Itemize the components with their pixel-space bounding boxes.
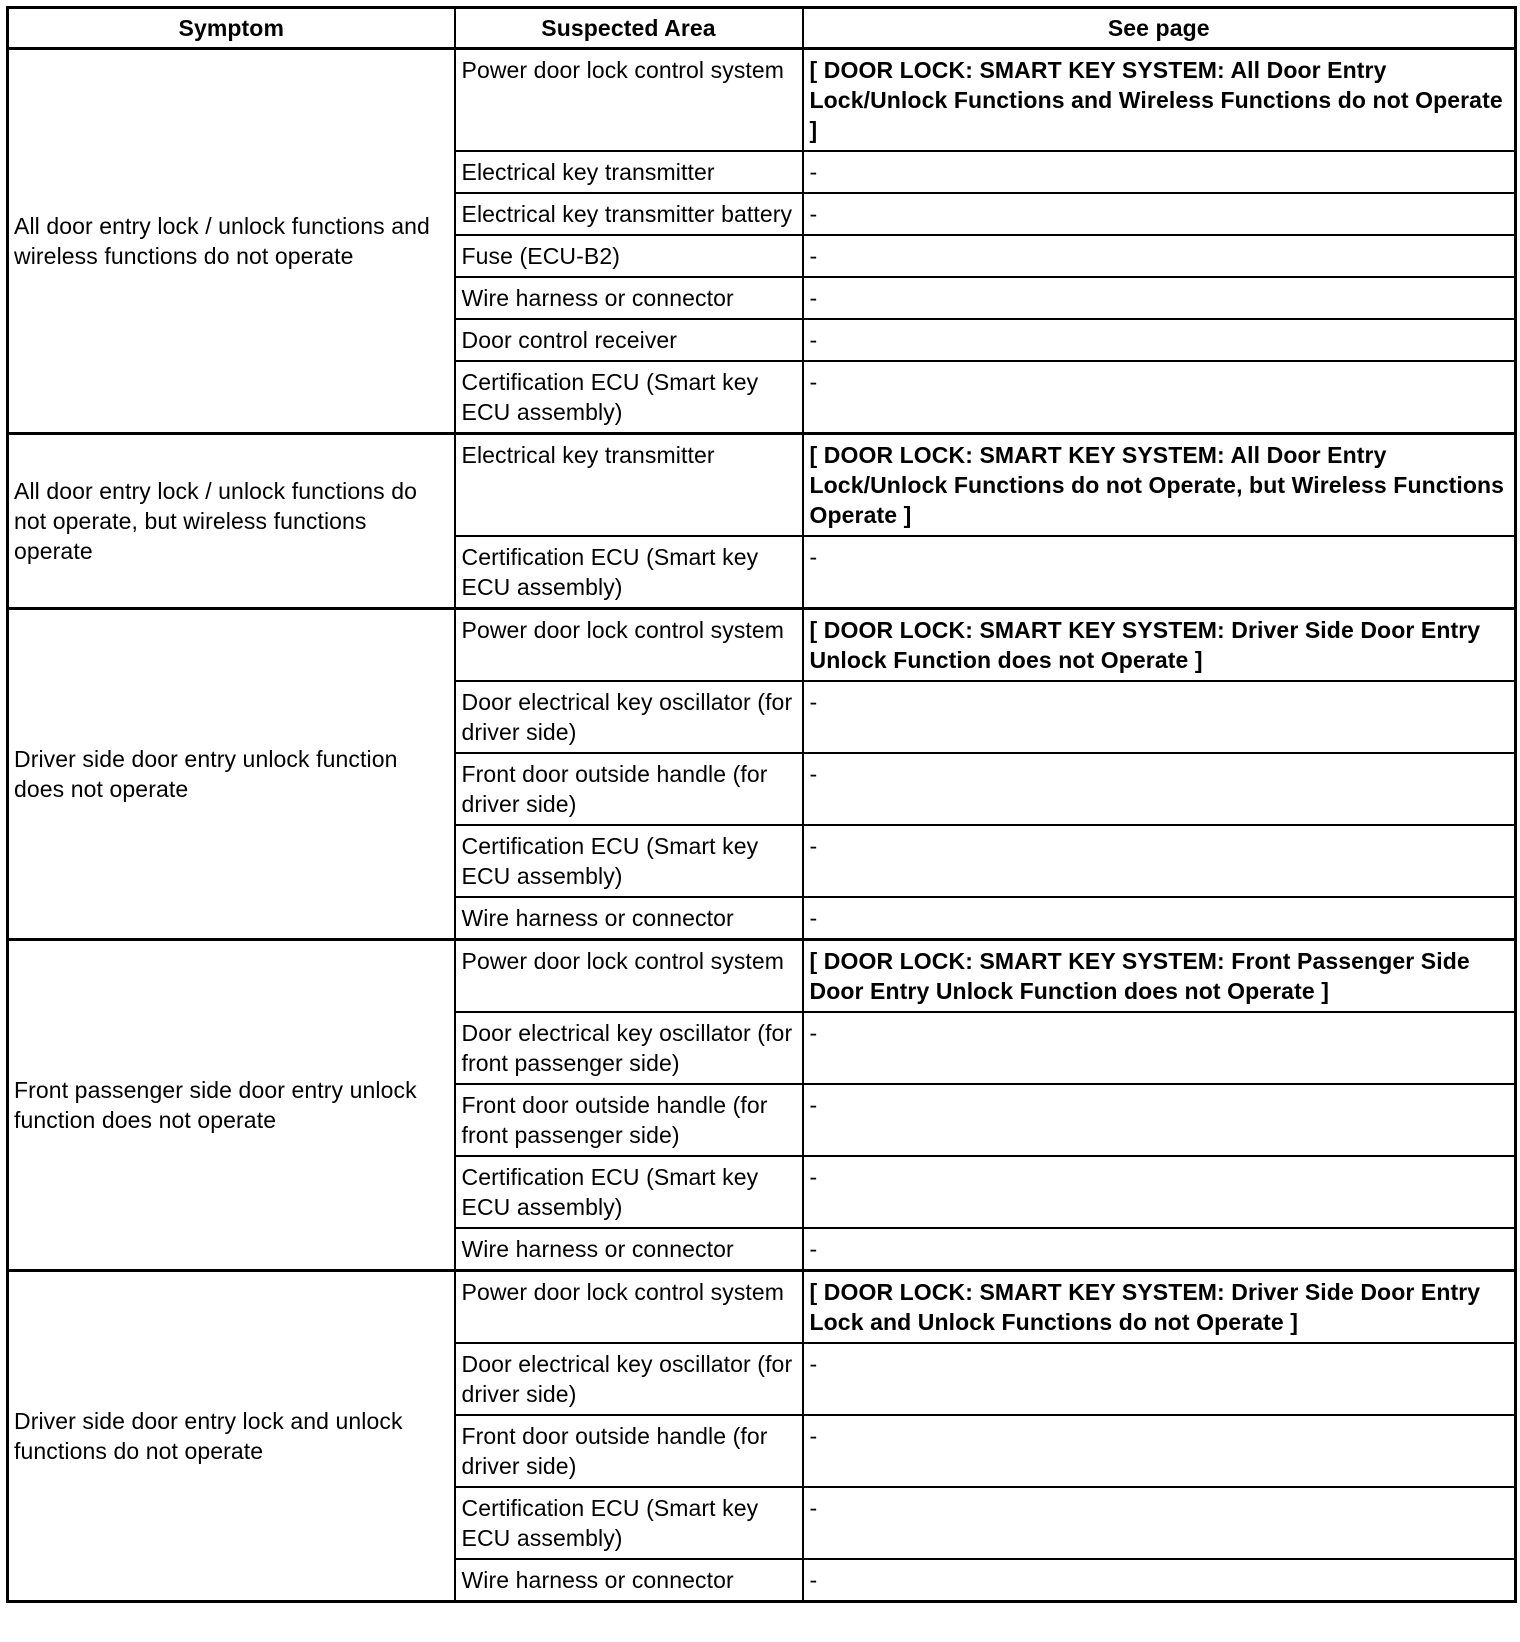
see-page-cell: - [803,1559,1516,1602]
suspected-area-cell: Certification ECU (Smart key ECU assembly) [455,536,803,609]
see-page-cell: - [803,753,1516,825]
see-page-cell: - [803,1487,1516,1559]
see-page-cell: - [803,235,1516,277]
see-page-cell: - [803,277,1516,319]
suspected-area-cell: Door electrical key oscillator (for driver side) [455,1343,803,1415]
suspected-area-cell: Door control receiver [455,319,803,361]
suspected-area-cell: Certification ECU (Smart key ECU assembly) [455,825,803,897]
suspected-area-cell: Power door lock control system [455,49,803,152]
suspected-area-cell: Certification ECU (Smart key ECU assembly) [455,1487,803,1559]
table-row [8,609,1516,682]
suspected-area-cell: Power door lock control system [455,1271,803,1344]
suspected-area-cell: Power door lock control system [455,940,803,1013]
suspected-area-cell: Certification ECU (Smart key ECU assembly) [455,1156,803,1228]
suspected-area-cell: Front door outside handle (for driver side) [455,753,803,825]
see-page-link[interactable]: [ DOOR LOCK: SMART KEY SYSTEM: Driver Side Door Entry Lock and Unlock Functions do not Operate ] [803,1271,1516,1344]
see-page-link[interactable]: [ DOOR LOCK: SMART KEY SYSTEM: All Door Entry Lock/Unlock Functions do not Operate, but Wireless Functions Operate ] [803,434,1516,537]
suspected-area-cell: Wire harness or connector [455,897,803,940]
see-page-cell: - [803,1012,1516,1084]
see-page-cell: - [803,825,1516,897]
see-page-link[interactable]: [ DOOR LOCK: SMART KEY SYSTEM: Driver Side Door Entry Unlock Function does not Operate ] [803,609,1516,682]
see-page-cell: - [803,1228,1516,1271]
table-body [8,49,1516,1602]
see-page-link[interactable]: [ DOOR LOCK: SMART KEY SYSTEM: Front Passenger Side Door Entry Unlock Function does not Operate ] [803,940,1516,1013]
see-page-cell: - [803,193,1516,235]
header-suspected-area: Suspected Area [455,8,803,49]
see-page-cell: - [803,681,1516,753]
see-page-cell: - [803,1415,1516,1487]
suspected-area-cell: Electrical key transmitter [455,151,803,193]
suspected-area-cell: Door electrical key oscillator (for driver side) [455,681,803,753]
suspected-area-cell: Fuse (ECU-B2) [455,235,803,277]
see-page-cell: - [803,1084,1516,1156]
symptom-cell: All door entry lock / unlock functions and wireless functions do not operate [8,49,455,434]
see-page-cell: - [803,897,1516,940]
table-row [8,49,1516,152]
header-row [8,8,1516,49]
see-page-cell: - [803,536,1516,609]
suspected-area-cell: Power door lock control system [455,609,803,682]
see-page-cell: - [803,151,1516,193]
symptom-cell: Front passenger side door entry unlock function does not operate [8,940,455,1271]
see-page-cell: - [803,1343,1516,1415]
suspected-area-cell: Certification ECU (Smart key ECU assembly) [455,361,803,434]
suspected-area-cell: Wire harness or connector [455,1228,803,1271]
see-page-cell: - [803,361,1516,434]
symptom-cell: All door entry lock / unlock functions do not operate, but wireless functions operate [8,434,455,609]
symptom-cell: Driver side door entry unlock function does not operate [8,609,455,940]
suspected-area-cell: Electrical key transmitter [455,434,803,537]
table-header [8,8,1516,49]
see-page-cell: - [803,1156,1516,1228]
suspected-area-cell: Wire harness or connector [455,1559,803,1602]
header-symptom: Symptom [8,8,455,49]
problem-symptoms-table-container [6,6,1514,1603]
see-page-cell: - [803,319,1516,361]
see-page-link[interactable]: [ DOOR LOCK: SMART KEY SYSTEM: All Door Entry Lock/Unlock Functions and Wireless Functions do not Operate ] [803,49,1516,152]
suspected-area-cell: Door electrical key oscillator (for front passenger side) [455,1012,803,1084]
suspected-area-cell: Electrical key transmitter battery [455,193,803,235]
suspected-area-cell: Wire harness or connector [455,277,803,319]
suspected-area-cell: Front door outside handle (for driver side) [455,1415,803,1487]
suspected-area-cell: Front door outside handle (for front passenger side) [455,1084,803,1156]
table-row [8,1271,1516,1344]
table-row [8,940,1516,1013]
symptom-cell: Driver side door entry lock and unlock functions do not operate [8,1271,455,1602]
header-see-page: See page [803,8,1516,49]
problem-symptoms-table [6,6,1517,1603]
table-row [8,434,1516,537]
